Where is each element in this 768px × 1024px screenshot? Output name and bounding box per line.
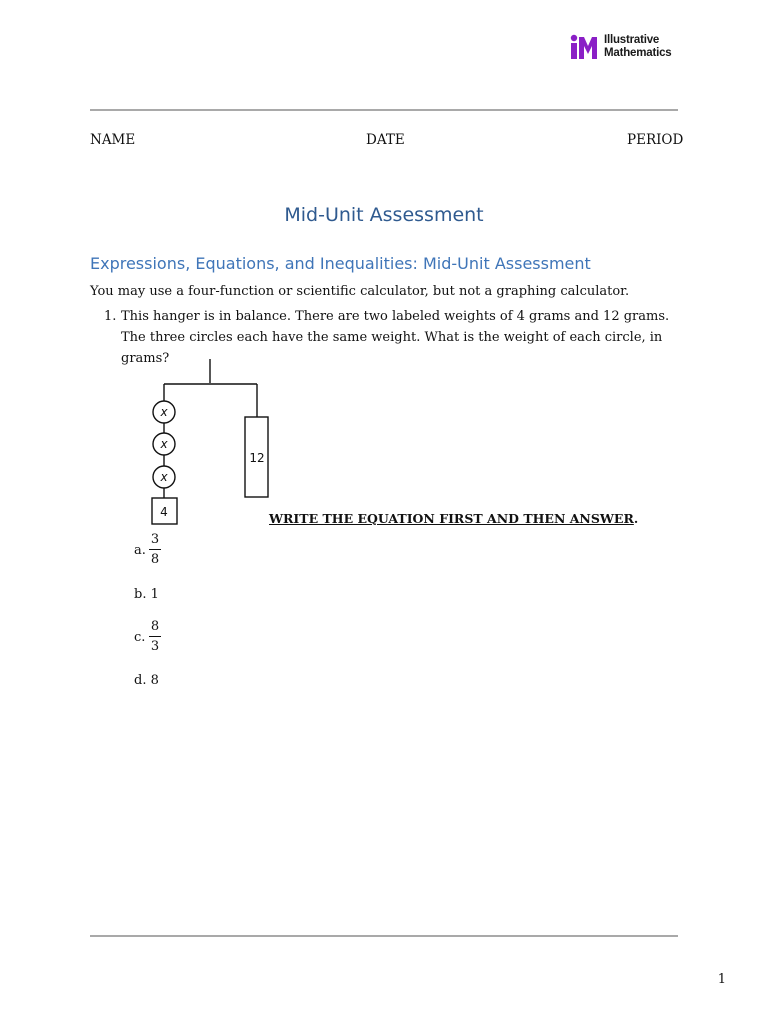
logo-line-1: Illustrative — [604, 34, 660, 46]
instruction-text — [269, 511, 638, 526]
logo-line-2: Mathematics — [604, 46, 672, 59]
option-a-numerator: 3 — [150, 532, 160, 547]
option-a-denominator: 8 — [150, 552, 160, 567]
option-b — [134, 587, 159, 602]
option-c-letter: c. — [134, 630, 146, 645]
period-label: PERIOD — [627, 132, 684, 148]
hanger-diagram — [140, 356, 280, 531]
left-weight-label: 4 — [160, 505, 168, 519]
calculator-note: You may use a four-function or scientific calculator, but not a graphing calculator. — [90, 284, 630, 299]
option-d — [134, 673, 159, 688]
circle-label-3: x — [160, 470, 168, 484]
im-logo-mark-icon — [570, 34, 600, 60]
top-divider — [90, 109, 678, 111]
option-c-denominator: 3 — [150, 639, 160, 654]
question-text: This hanger is in balance. There are two labeled weights of 4 grams and 12 grams. The three circles each have the same weight. What is the weight of each circle, in grams? — [121, 309, 670, 366]
option-c-numerator: 8 — [150, 619, 160, 634]
page-title: Mid-Unit Assessment — [284, 204, 484, 226]
option-d-letter: d. — [134, 673, 147, 688]
instruction-underlined: WRITE THE EQUATION FIRST AND THEN ANSWER — [269, 511, 634, 526]
fraction-bar — [149, 636, 161, 637]
circle-label-2: x — [160, 437, 168, 451]
section-heading: Expressions, Equations, and Inequalities: Mid-Unit Assessment — [90, 254, 591, 273]
page-number: 1 — [717, 972, 726, 987]
option-d-value: 8 — [150, 673, 159, 688]
name-label: NAME — [90, 132, 136, 148]
bottom-divider — [90, 935, 678, 937]
option-a-letter: a. — [134, 543, 146, 558]
fraction-bar — [149, 549, 161, 550]
date-label: DATE — [366, 132, 405, 148]
circle-label-1: x — [160, 405, 168, 419]
instruction-tail: . — [633, 511, 639, 526]
illustrative-mathematics-logo — [570, 34, 680, 64]
option-b-letter: b. — [134, 587, 147, 602]
right-weight-label: 12 — [249, 451, 265, 465]
option-a-fraction — [149, 532, 161, 567]
question-number: 1. — [104, 309, 117, 324]
option-b-value: 1 — [150, 587, 159, 602]
logo-text — [604, 34, 671, 59]
option-c-fraction — [149, 619, 161, 654]
